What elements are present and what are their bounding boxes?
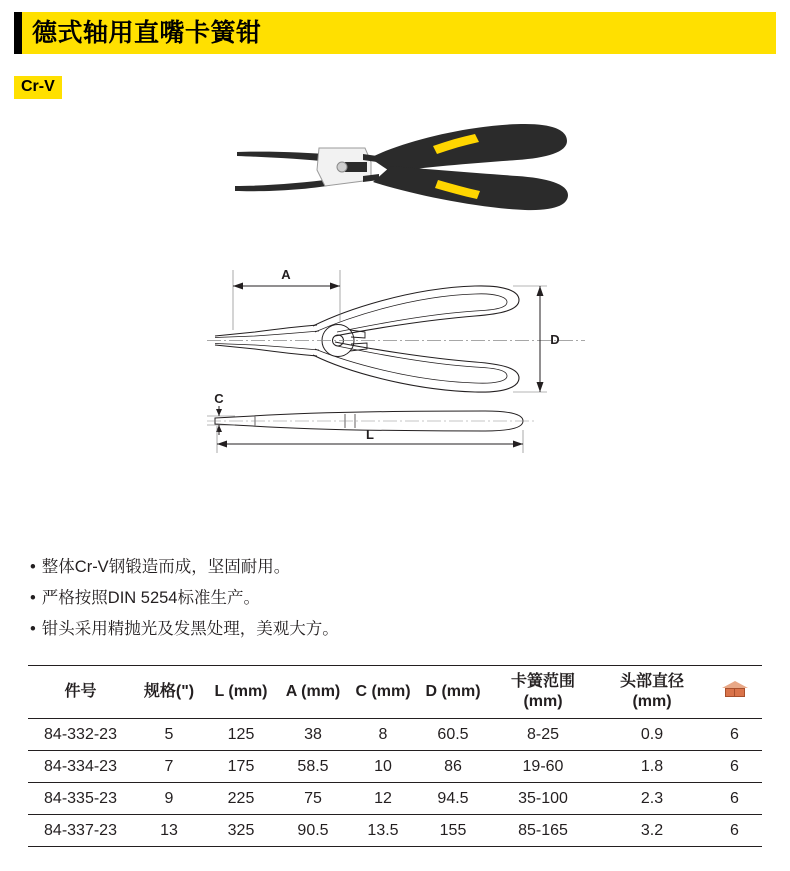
- cell-l: 125: [227, 726, 255, 743]
- cell-c: 12: [374, 790, 392, 807]
- cell-d: 60.5: [437, 726, 469, 743]
- cell-tip-diameter: 2.3: [640, 790, 664, 807]
- cell-a: 90.5: [297, 822, 329, 839]
- bullet-dot-icon: •: [30, 558, 36, 576]
- carton-box-icon: [722, 679, 748, 699]
- cell-a: 38: [304, 726, 322, 743]
- cell-packaging: 6: [730, 758, 739, 775]
- title-accent-bar: [14, 12, 22, 54]
- list-item: [30, 552, 750, 583]
- cell-packaging: 6: [730, 822, 739, 839]
- dimension-label-d: D: [550, 332, 560, 347]
- cell-l: 325: [227, 822, 255, 839]
- cell-clip-range: 19-60: [522, 758, 564, 775]
- column-header-packaging: [707, 666, 762, 719]
- feature-list: [30, 552, 750, 645]
- cell-packaging: 6: [730, 790, 739, 807]
- column-header-d: D (mm): [425, 683, 481, 700]
- cell-tip-diameter: 0.9: [640, 726, 664, 743]
- column-header-clip-range-line1: 卡簧范围: [510, 673, 575, 690]
- dimension-label-l: L: [366, 427, 374, 442]
- cell-size: 13: [160, 822, 178, 839]
- feature-text: 严格按照DIN 5254标准生产。: [41, 589, 260, 607]
- cell-part-number: 84-332-23: [44, 726, 117, 743]
- column-header-tip-diameter-line1: 头部直径: [619, 673, 684, 690]
- cell-tip-diameter: 1.8: [640, 758, 664, 775]
- column-header-part-number: 件号: [64, 683, 97, 700]
- column-header-c: C (mm): [355, 683, 411, 700]
- table-body: [28, 719, 762, 847]
- feature-text: 整体Cr-V钢锻造而成，坚固耐用。: [41, 558, 291, 576]
- dimension-label-a: A: [281, 267, 291, 282]
- cell-a: 75: [304, 790, 322, 807]
- list-item: [30, 583, 750, 614]
- column-header-tip-diameter: [597, 666, 707, 719]
- cell-d: 94.5: [437, 790, 469, 807]
- table-row: [28, 751, 762, 783]
- cell-c: 13.5: [367, 822, 399, 839]
- cell-part-number: 84-334-23: [44, 758, 117, 775]
- column-header-tip-diameter-line2: (mm): [632, 693, 672, 710]
- table-header-row: [28, 666, 762, 719]
- cell-c: 10: [374, 758, 392, 775]
- cell-l: 225: [227, 790, 255, 807]
- column-header-size: 规格("): [143, 683, 195, 700]
- cell-part-number: 84-335-23: [44, 790, 117, 807]
- dimension-drawing: [195, 248, 595, 463]
- table-row: [28, 815, 762, 847]
- table-header: [28, 666, 762, 719]
- column-header-clip-range-line2: (mm): [523, 693, 563, 710]
- cell-a: 58.5: [297, 758, 329, 775]
- specification-table: [28, 665, 762, 847]
- cell-part-number: 84-337-23: [44, 822, 117, 839]
- bullet-dot-icon: •: [30, 589, 36, 607]
- column-header-l: L (mm): [214, 683, 268, 700]
- bullet-dot-icon: •: [30, 620, 36, 638]
- cell-clip-range: 8-25: [526, 726, 560, 743]
- column-header-a: A (mm): [285, 683, 341, 700]
- material-badge: Cr-V: [14, 76, 62, 99]
- list-item: [30, 614, 750, 645]
- table-row: [28, 783, 762, 815]
- cell-size: 9: [164, 790, 174, 807]
- cell-c: 8: [378, 726, 388, 743]
- page-title-bar: [14, 12, 776, 54]
- cell-clip-range: 35-100: [518, 790, 568, 807]
- product-photo: [195, 110, 595, 235]
- page-title: 德式轴用直嘴卡簧钳: [32, 19, 262, 47]
- dimension-label-c: C: [214, 391, 224, 406]
- cell-l: 175: [227, 758, 255, 775]
- feature-text: 钳头采用精抛光及发黑处理，美观大方。: [41, 620, 339, 638]
- column-header-clip-range: [489, 666, 597, 719]
- cell-d: 86: [444, 758, 462, 775]
- table-row: [28, 719, 762, 751]
- cell-packaging: 6: [730, 726, 739, 743]
- cell-tip-diameter: 3.2: [640, 822, 664, 839]
- cell-d: 155: [439, 822, 467, 839]
- cell-size: 7: [164, 758, 174, 775]
- cell-size: 5: [164, 726, 174, 743]
- cell-clip-range: 85-165: [518, 822, 568, 839]
